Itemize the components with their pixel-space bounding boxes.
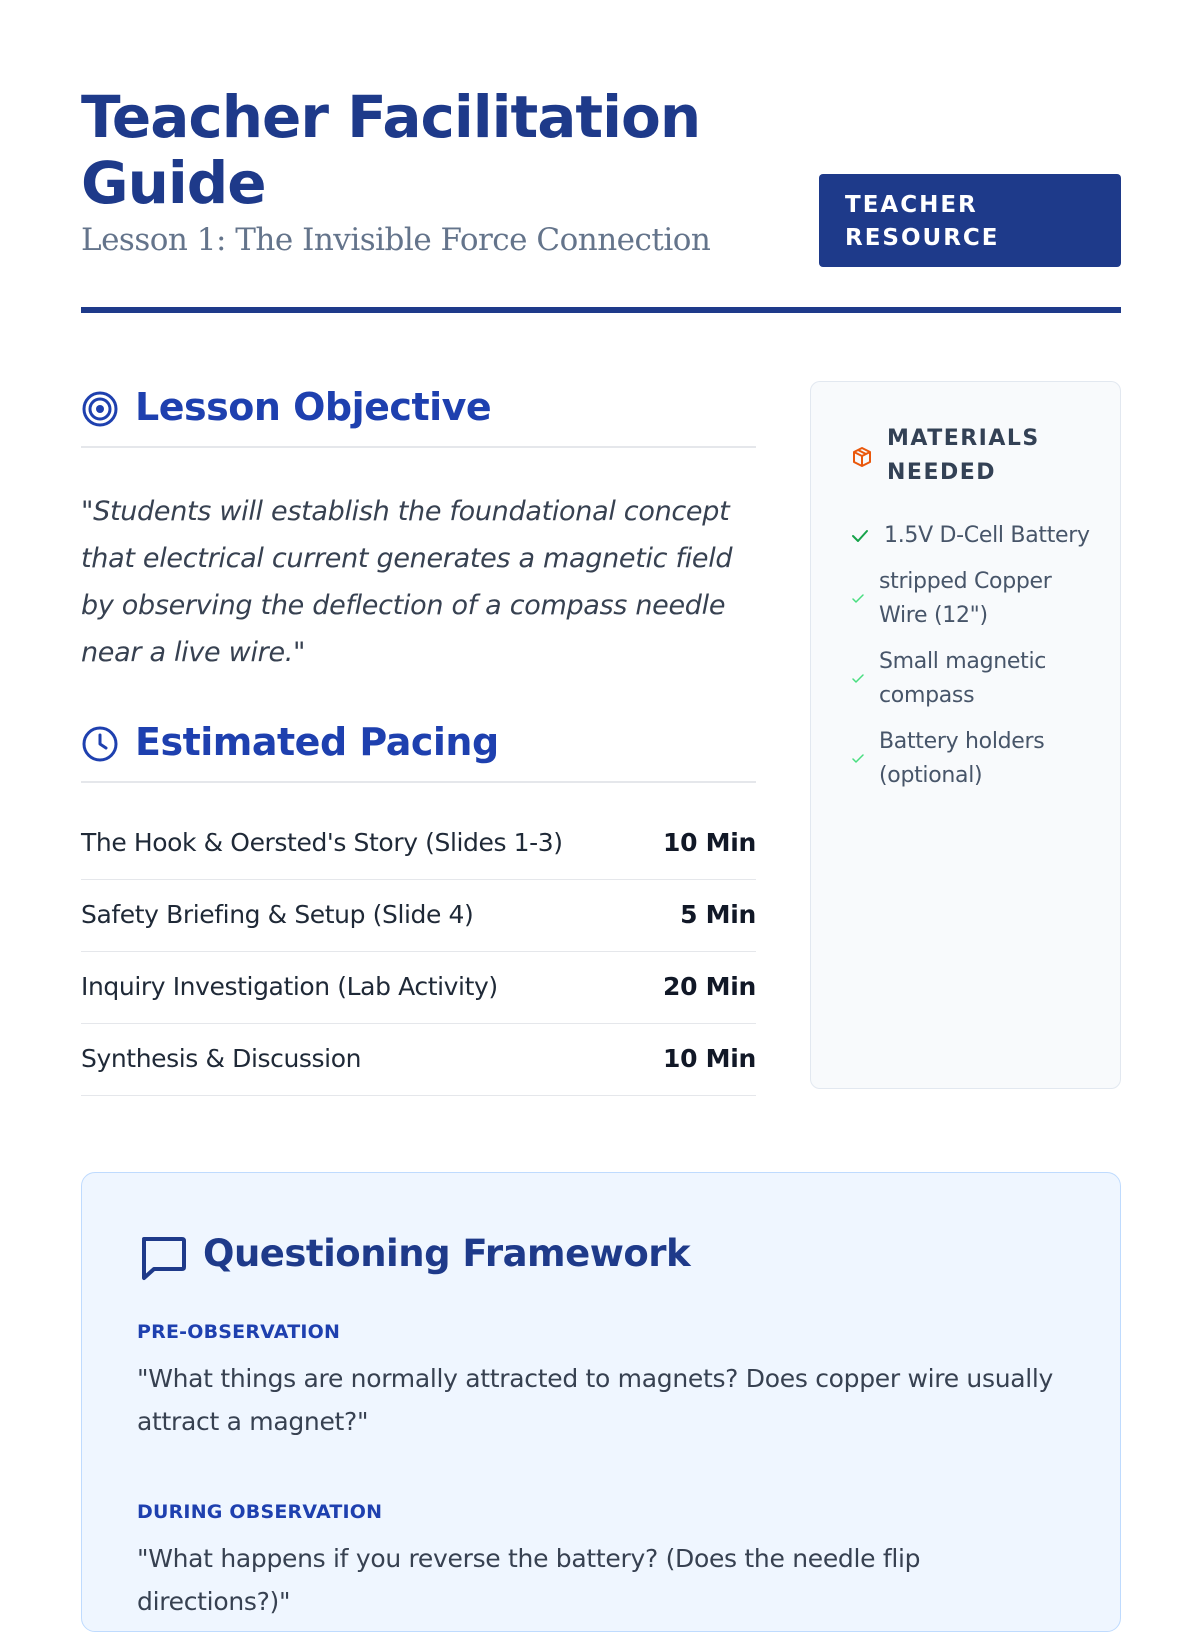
- pacing-activity: Synthesis & Discussion: [81, 1044, 362, 1073]
- question-stage-label: PRE-OBSERVATION: [137, 1321, 341, 1343]
- question-text: "What happens if you reverse the battery? (Does the needle flip directions?)": [137, 1544, 921, 1616]
- check-icon: [851, 753, 865, 765]
- target-icon: [81, 390, 119, 428]
- lesson-subtitle: Lesson 1: The Invisible Force Connection: [81, 222, 711, 258]
- pacing-title: Estimated Pacing: [135, 720, 499, 764]
- pacing-duration: 20 Min: [663, 972, 756, 1001]
- material-name: Small magnetic compass: [879, 649, 1047, 708]
- check-icon: [851, 528, 869, 544]
- table-row: [81, 952, 756, 1024]
- material-name: Battery holders (optional): [879, 729, 1045, 788]
- table-row: [81, 1024, 756, 1096]
- pacing-heading: [81, 713, 756, 783]
- material-name: stripped Copper Wire (12"): [879, 569, 1052, 628]
- pacing-duration: 10 Min: [663, 1044, 756, 1073]
- pacing-table: [81, 808, 756, 1096]
- objective-heading: [81, 378, 756, 448]
- page-title: Teacher Facilitation Guide: [81, 83, 701, 217]
- table-row: [81, 880, 756, 952]
- pacing-duration: 10 Min: [663, 828, 756, 857]
- objective-quote: "Students will establish the foundational concept that electrical current generates a magnetic field by observing the deflection of a compass needle near a live wire.": [81, 496, 733, 668]
- questioning-title: Questioning Framework: [203, 1232, 691, 1275]
- teacher-resource-badge: TEACHER RESOURCE: [819, 174, 1121, 267]
- question-stage-label: DURING OBSERVATION: [137, 1501, 383, 1523]
- page-header: [81, 80, 1121, 310]
- materials-card: [810, 381, 1121, 1089]
- header-divider: [81, 307, 1121, 313]
- pacing-activity: Inquiry Investigation (Lab Activity): [81, 972, 498, 1001]
- pacing-activity: Safety Briefing & Setup (Slide 4): [81, 900, 474, 929]
- table-row: [81, 808, 756, 880]
- check-icon: [851, 593, 865, 605]
- clock-icon: [81, 725, 119, 763]
- pacing-activity: The Hook & Oersted's Story (Slides 1-3): [81, 828, 563, 857]
- material-name: 1.5V D-Cell Battery: [884, 523, 1090, 548]
- check-icon: [851, 673, 865, 685]
- package-icon: [851, 446, 873, 468]
- pacing-duration: 5 Min: [680, 900, 756, 929]
- questioning-framework-box: [81, 1172, 1121, 1632]
- materials-title: MATERIALS NEEDED: [887, 426, 1040, 485]
- objective-title: Lesson Objective: [135, 385, 492, 429]
- question-text: "What things are normally attracted to magnets? Does copper wire usually attract a magnet?": [137, 1364, 1054, 1436]
- speech-bubble-icon: [138, 1233, 188, 1281]
